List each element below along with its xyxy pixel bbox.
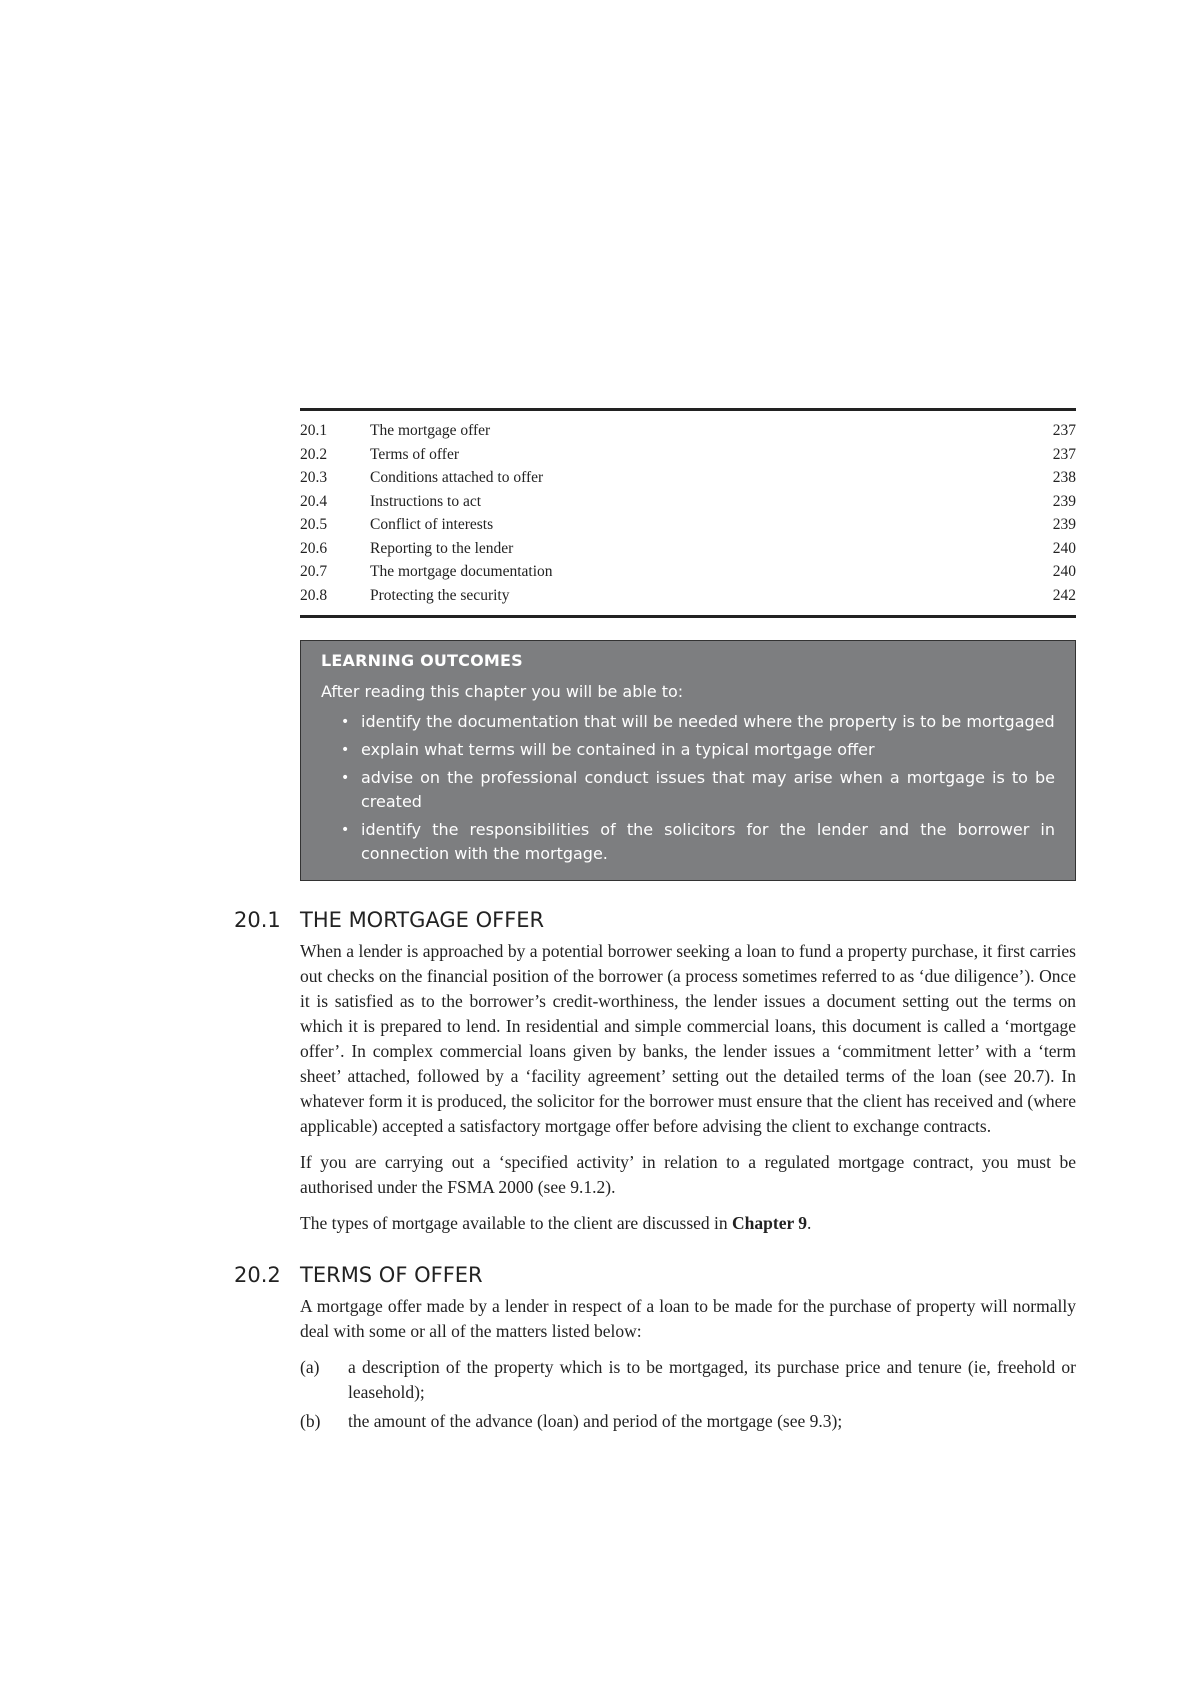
- section-title: THE MORTGAGE OFFER: [300, 908, 545, 932]
- paragraph: When a lender is approached by a potential borrower seeking a loan to fund a property purchase, it first carries out checks on the financial position of the borrower (a process sometimes referred to as ‘due diligence’). Once it is satisfied as to the borrower’s credit-worthiness, the lender issues a document setting out the terms on which it is prepared to lend. In residential and simple commercial loans, this document is called a ‘mortgage offer’. In complex commercial loans given by banks, the lender issues a ‘commitment letter’ with a ‘term sheet’ attached, followed by a ‘facility agreement’ setting out the detailed terms of the loan (see 20.7). In whatever form it is produced, the solicitor for the borrower must ensure that the client has received and (where applicable) accepted a satisfactory mortgage offer before advising the client to exchange contracts.: [300, 941, 1076, 1136]
- list-item: [300, 1409, 1076, 1434]
- toc-title: The mortgage offer: [370, 422, 491, 439]
- learning-outcomes-box: [300, 640, 1076, 881]
- section-number: 20.1: [234, 908, 281, 932]
- list-text: a description of the property which is to be mortgaged, its purchase price and tenure (ie, freehold or leasehold);: [348, 1357, 1076, 1402]
- paragraph: If you are carrying out a ‘specified activity’ in relation to a regulated mortgage contract, you must be authorised under the FSMA 2000 (see 9.1.2).: [300, 1152, 1076, 1197]
- chapter-reference[interactable]: Chapter 9: [732, 1213, 808, 1233]
- toc-title: Terms of offer: [370, 445, 460, 463]
- toc-row[interactable]: [300, 443, 1076, 467]
- toc-page: 239: [1052, 516, 1076, 533]
- toc-page: 237: [1052, 422, 1076, 439]
- toc-page: 237: [1052, 445, 1076, 463]
- list-item: • identify the documentation that will be needed where the property is to be mortgaged: [341, 710, 1055, 734]
- list-text: the amount of the advance (loan) and period of the mortgage (see 9.3);: [348, 1411, 843, 1431]
- toc-row[interactable]: [300, 560, 1076, 584]
- list-label: (a): [300, 1357, 320, 1377]
- toc-number: 20.5: [300, 516, 328, 533]
- list-item: • identify the responsibilities of the solicitors for the lender and the borrower in connection with the mortgage.: [341, 818, 1055, 866]
- toc-number: 20.8: [300, 586, 328, 604]
- toc-title: Protecting the security: [370, 586, 510, 604]
- toc-title: The mortgage documentation: [370, 563, 553, 580]
- section-terms-of-offer: [234, 1262, 1076, 1434]
- section-number: 20.2: [234, 1263, 281, 1287]
- list-item: [300, 1355, 1076, 1405]
- toc-page: 242: [1052, 586, 1076, 604]
- learning-outcomes-list: [321, 710, 1055, 866]
- list-item: • advise on the professional conduct issues that may arise when a mortgage is to be created: [341, 766, 1055, 814]
- toc-row[interactable]: [300, 490, 1076, 514]
- toc-title: Instructions to act: [370, 492, 482, 510]
- toc-number: 20.4: [300, 492, 328, 510]
- toc-number: 20.6: [300, 539, 328, 557]
- section-mortgage-offer: [234, 907, 1076, 1236]
- list-label: (b): [300, 1411, 321, 1431]
- paragraph: [300, 1211, 1076, 1236]
- toc-title: Conflict of interests: [370, 516, 494, 533]
- toc-number: 20.1: [300, 422, 328, 439]
- paragraph: A mortgage offer made by a lender in respect of a loan to be made for the purchase of property will normally deal with some or all of the matters listed below:: [300, 1296, 1076, 1341]
- section-title: TERMS OF OFFER: [300, 1263, 483, 1287]
- toc-number: 20.7: [300, 563, 328, 580]
- toc-title: Reporting to the lender: [370, 539, 514, 557]
- toc-row[interactable]: [300, 537, 1076, 561]
- section-heading: [234, 1262, 1076, 1288]
- list-item: • explain what terms will be contained in a typical mortgage offer: [341, 738, 1055, 762]
- toc-title: Conditions attached to offer: [370, 469, 544, 486]
- toc-number: 20.2: [300, 445, 328, 463]
- learning-outcomes-heading: LEARNING OUTCOMES: [321, 651, 523, 670]
- toc-page: 238: [1052, 469, 1076, 486]
- learning-outcomes-intro: After reading this chapter you will be able to:: [321, 682, 684, 701]
- toc-row[interactable]: [300, 419, 1076, 443]
- section-heading: [234, 907, 1076, 933]
- chapter-contents: [300, 408, 1076, 618]
- toc-page: 239: [1052, 492, 1076, 510]
- toc-row[interactable]: [300, 466, 1076, 490]
- toc-row[interactable]: [300, 513, 1076, 537]
- toc-page: 240: [1052, 563, 1076, 580]
- paragraph-text: .: [807, 1213, 812, 1233]
- page-content: [234, 408, 1076, 1438]
- toc-page: 240: [1052, 539, 1076, 557]
- toc-number: 20.3: [300, 469, 328, 486]
- paragraph-text: The types of mortgage available to the client are discussed in: [300, 1213, 733, 1233]
- toc-row[interactable]: [300, 584, 1076, 608]
